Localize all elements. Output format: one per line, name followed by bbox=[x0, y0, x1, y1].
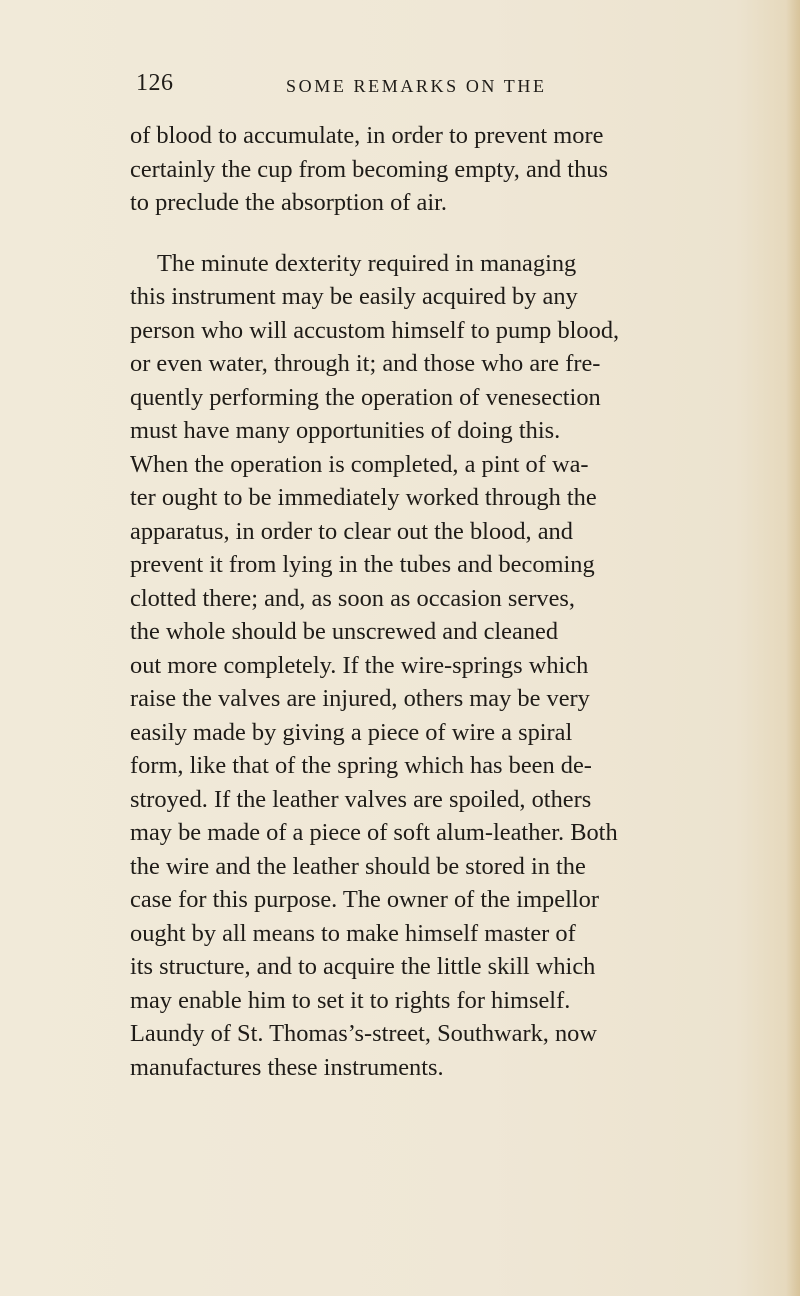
text-line: may be made of a piece of soft alum-leather. Both bbox=[130, 819, 618, 846]
text-line: ter ought to be immediately worked through the bbox=[130, 484, 597, 511]
text-line: or even water, through it; and those who are fre- bbox=[130, 350, 601, 377]
paragraph-instrument-care bbox=[130, 247, 785, 1085]
paragraph-continuation bbox=[130, 119, 785, 220]
text-line: person who will accustom himself to pump blood, bbox=[130, 316, 620, 344]
text-line: must have many opportunities of doing this. bbox=[130, 417, 561, 444]
text-line: this instrument may be easily acquired by any bbox=[130, 283, 578, 310]
text-line: form, like that of the spring which has been de- bbox=[130, 752, 592, 779]
page-edge-shadow bbox=[786, 0, 800, 1296]
text-line: to preclude the absorption of air. bbox=[130, 189, 447, 216]
text-line: clotted there; and, as soon as occasion serves, bbox=[130, 584, 575, 612]
text-line: may enable him to set it to rights for himself. bbox=[130, 986, 571, 1014]
text-line: When the operation is completed, a pint of wa- bbox=[130, 450, 589, 478]
text-line: apparatus, in order to clear out the blood, and bbox=[130, 517, 573, 545]
text-line: of blood to accumulate, in order to prevent more bbox=[130, 122, 604, 149]
text-line: The minute dexterity required in managing bbox=[157, 249, 577, 277]
running-title: SOME REMARKS ON THE bbox=[286, 76, 547, 96]
text-line: stroyed. If the leather valves are spoiled, others bbox=[130, 785, 592, 813]
text-line: prevent it from lying in the tubes and becoming bbox=[130, 551, 595, 578]
text-line: certainly the cup from becoming empty, and thus bbox=[130, 155, 608, 183]
text-line: the wire and the leather should be stored in the bbox=[130, 852, 586, 880]
text-line: its structure, and to acquire the little skill which bbox=[130, 953, 596, 980]
running-head bbox=[136, 70, 656, 106]
body-text bbox=[130, 119, 785, 1084]
text-line: easily made by giving a piece of wire a spiral bbox=[130, 718, 573, 746]
text-line: case for this purpose. The owner of the impellor bbox=[130, 886, 599, 913]
text-line: manufactures these instruments. bbox=[130, 1053, 444, 1081]
text-line: ought by all means to make himself master of bbox=[130, 919, 576, 947]
text-line: Laundy of St. Thomas’s-street, Southwark, now bbox=[130, 1020, 597, 1047]
text-line: quently performing the operation of venesection bbox=[130, 383, 601, 411]
text-line: the whole should be unscrewed and cleaned bbox=[130, 618, 559, 645]
page-number: 126 bbox=[136, 70, 174, 96]
text-line: raise the valves are injured, others may be very bbox=[130, 685, 590, 712]
text-line: out more completely. If the wire-springs which bbox=[130, 651, 589, 679]
